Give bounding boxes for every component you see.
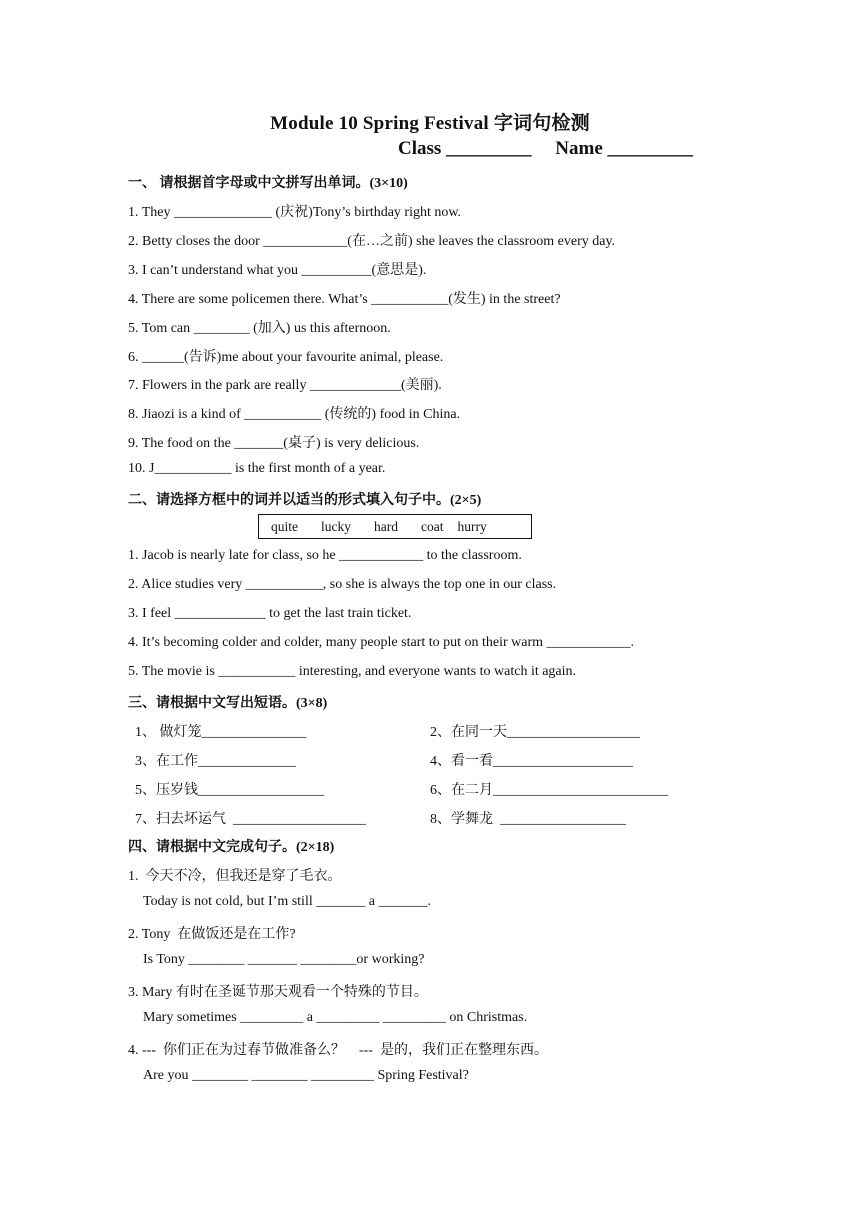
s1-item-3: 3. I can’t understand what you __________(意思是). [128,263,427,278]
s3-item-8: 8、学舞龙 __________________ [430,812,626,827]
s3-item-6: 6、在二月_________________________ [430,783,668,798]
section2-heading: 二、请选择方框中的词并以适当的形式填入句子中。(2×5) [128,493,482,508]
section1-heading: 一、 请根据首字母或中文拼写出单词。(3×10) [128,176,408,191]
s3-item-1: 1、 做灯笼_______________ [135,725,307,740]
s4-item-2-en: Is Tony ________ _______ ________or working? [143,952,425,967]
s2-item-3: 3. I feel _____________ to get the last train ticket. [128,606,412,621]
s4-item-1-cn: 1. 今天不冷，但我还是穿了毛衣。 [128,869,342,884]
s4-item-4-cn: 4. --- 你们正在为过春节做准备么？ --- 是的，我们正在整理东西。 [128,1043,548,1058]
s2-item-1: 1. Jacob is nearly late for class, so he ____________ to the classroom. [128,548,522,563]
s3-item-3: 3、在工作______________ [135,754,296,769]
s1-item-7: 7. Flowers in the park are really _____________(美丽). [128,378,442,393]
s1-item-4: 4. There are some policemen there. What’s ___________(发生) in the street? [128,292,561,307]
section4-heading: 四、请根据中文完成句子。(2×18) [128,840,335,855]
s3-item-2: 2、在同一天___________________ [430,725,640,740]
s4-item-2-cn: 2. Tony 在做饭还是在工作? [128,927,296,942]
word-bank-word: hard [374,518,398,534]
word-bank-word: quite [271,518,298,534]
word-bank-box [258,514,532,539]
s1-item-9: 9. The food on the _______(桌子) is very delicious. [128,436,420,451]
s2-item-4: 4. It’s becoming colder and colder, many people start to put on their warm ____________. [128,635,635,650]
s1-item-1: 1. They ______________ (庆祝)Tony’s birthday right now. [128,205,462,220]
s1-item-5: 5. Tom can ________ (加入) us this afternoon. [128,321,391,336]
s3-item-4: 4、看一看____________________ [430,754,633,769]
word-bank-word: coat [421,518,444,534]
s1-item-8: 8. Jiaozi is a kind of ___________ (传统的) food in China. [128,407,461,422]
s2-item-5: 5. The movie is ___________ interesting, and everyone wants to watch it again. [128,664,577,679]
worksheet-title: Module 10 Spring Festival 字词句检测 [270,113,590,134]
s4-item-4-en: Are you ________ ________ _________ Spring Festival? [143,1068,469,1083]
s1-item-6: 6. ______(告诉)me about your favourite animal, please. [128,350,444,365]
s1-item-10: 10. J___________ is the first month of a year. [128,461,386,476]
section3-heading: 三、请根据中文写出短语。(3×8) [128,696,328,711]
word-bank-word: lucky [321,518,351,534]
class-name-line: Class _________ Name _________ [398,138,694,159]
s3-item-5: 5、压岁钱__________________ [135,783,324,798]
s3-item-7: 7、扫去坏运气 ___________________ [135,812,366,827]
word-bank-word: hurry [457,518,487,534]
s4-item-3-en: Mary sometimes _________ a _________ _________ on Christmas. [143,1010,528,1025]
s2-item-2: 2. Alice studies very ___________, so she is always the top one in our class. [128,577,557,592]
s4-item-1-en: Today is not cold, but I’m still _______ a _______. [143,894,431,909]
s1-item-2: 2. Betty closes the door ____________(在…之前) she leaves the classroom every day. [128,234,616,249]
s4-item-3-cn: 3. Mary 有时在圣诞节那天观看一个特殊的节目。 [128,985,428,1000]
